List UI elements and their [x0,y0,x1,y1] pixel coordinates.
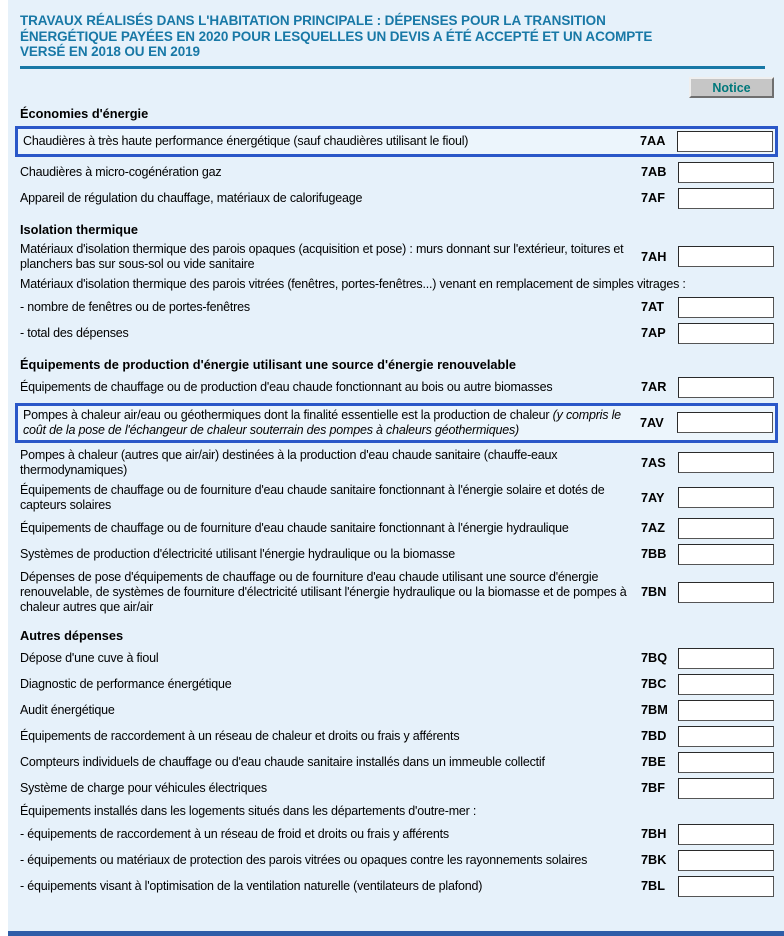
row-label-text: Équipements de raccordement à un réseau de chaleur et droits ou frais y afférents [20,728,460,743]
row-field [678,582,774,603]
row-field [678,297,774,318]
row-label [20,326,641,341]
row-field [678,323,774,344]
input-7BC[interactable] [678,674,774,695]
row-field [677,131,773,152]
row-label [20,483,641,513]
row-label [20,277,774,292]
row-label [20,729,641,744]
section-heading: Autres dépenses [20,627,124,643]
input-7BH[interactable] [678,824,774,845]
section-rows [20,648,774,897]
row-field [678,726,774,747]
row-label-text: Compteurs individuels de chauffage ou d'eau chaude sanitaire installés dans un immeuble collectif [20,754,545,769]
row-code: 7BK [641,853,667,867]
row-7AR [20,377,774,398]
row-label-text: - total des dépenses [20,325,129,340]
row-7AP [20,323,774,344]
row-label-text: Audit énergétique [20,702,115,717]
row-label [23,408,640,438]
notice-row [20,77,774,99]
section-heading: Équipements de production d'énergie utilisant une source d'énergie renouvelable [20,356,517,372]
row-code: 7AS [641,455,666,470]
row-label-text: Pompes à chaleur (autres que air/air) destinées à la production d'eau chaude sanitaire (chauffe-eaux thermodynamiques) [20,447,558,477]
input-7AS[interactable] [678,452,774,473]
form-sections [20,106,774,897]
notice-button[interactable]: Notice [689,77,774,98]
row-7AF [20,188,774,209]
row-label [20,703,641,718]
row-field [678,487,774,508]
row-label-text: Équipements de chauffage ou de fourniture d'eau chaude sanitaire fonctionnant à l'énergie hydraulique [20,520,569,535]
row-code: 7AZ [641,521,665,535]
row-label-text: Système de charge pour véhicules électriques [20,780,267,795]
row-label-text: Pompes à chaleur air/eau ou géothermiques dont la finalité essentielle est la production de chaleur [23,407,553,422]
section-heading: Économies d'énergie [20,105,149,121]
row-label [20,677,641,692]
row-label [20,191,641,206]
row-field [678,544,774,565]
row-7AV [15,403,778,443]
row-label-text: Diagnostic de performance énergétique [20,676,232,691]
row-field [678,518,774,539]
input-7AT[interactable] [678,297,774,318]
row-field [678,162,774,183]
row-code: 7BQ [641,651,668,665]
row-field [678,778,774,799]
row-code: 7AP [641,326,666,340]
input-7BL[interactable] [678,876,774,897]
row-label-text: - équipements de raccordement à un réseau de froid et droits ou frais y afférents [20,826,449,841]
row-label [20,755,641,770]
row-7AY [20,483,774,513]
row-label [20,827,641,842]
input-7AP[interactable] [678,323,774,344]
input-7BQ[interactable] [678,648,774,669]
row-field [678,188,774,209]
row-7BC [20,674,774,695]
input-7BD[interactable] [678,726,774,747]
row-label [20,165,641,180]
row-field [678,377,774,398]
input-7AF[interactable] [678,188,774,209]
row-7AH [20,242,774,272]
row-label-text: Chaudières à micro-cogénération gaz [20,164,222,179]
form-section [20,106,774,209]
row-code: 7AT [641,300,665,314]
row-7BE [20,752,774,773]
row-7BD [20,726,774,747]
section-rows [20,377,774,615]
bottom-bar-divider [8,931,784,936]
row-label [20,570,641,615]
row-7AZ [20,518,774,539]
row-7BK [20,850,774,871]
row-label-text: - équipements visant à l'optimisation de la ventilation naturelle (ventilateurs de plafond) [20,878,483,893]
row-code: 7AV [640,415,664,430]
row-note [20,804,774,819]
row-7BB [20,544,774,565]
row-code: 7BD [641,729,667,743]
row-code: 7BF [641,781,665,795]
form-section [20,357,774,615]
row-code: 7AB [641,165,667,179]
row-label-italic-text: (y compris le coût de la pose de l'échangeur de chaleur souterrain des pompes à chaleurs géothermiques) [23,407,621,437]
row-7AB [20,162,774,183]
input-7BB[interactable] [678,544,774,565]
page-title: TRAVAUX RÉALISÉS DANS L'HABITATION PRINCIPALE : DÉPENSES POUR LA TRANSITION ÉNERGÉTIQUE PAYÉES EN 2020 POUR LESQUELLES UN DEVIS A ÉTÉ ACCEPTÉ ET UN ACOMPTE VERSÉ EN 2018 OU EN 2019 [20,13,653,59]
row-7AS [20,448,774,478]
section-rows [20,242,774,344]
row-code: 7AA [640,134,666,148]
row-7AA [15,126,778,157]
row-7AT [20,297,774,318]
row-label [20,300,641,315]
row-label-text: Chaudières à très haute performance énergétique (sauf chaudières utilisant le fioul) [23,133,469,148]
row-label [20,853,641,868]
row-code: 7BN [641,585,667,599]
form-section [20,222,774,344]
section-rows [20,126,774,209]
row-label [20,804,774,819]
row-code: 7BL [641,879,665,893]
row-code: 7AH [641,249,667,264]
input-7BE[interactable] [678,752,774,773]
row-field [678,700,774,721]
row-code: 7BB [641,547,667,561]
row-field [678,648,774,669]
row-code: 7AR [641,380,667,394]
row-field [678,752,774,773]
row-7BN [20,570,774,615]
row-field [677,412,773,433]
row-label [20,242,641,272]
row-label-text: Dépenses de pose d'équipements de chauffage ou de fourniture d'eau chaude utilisant une source d'énergie renouvelable, de systèmes de fourniture d'électricité utilisant l'énergie hydraulique ou la biomasse et de pompes à chaleur autres que air/air [20,569,627,614]
input-7AV[interactable] [677,412,773,433]
input-7AB[interactable] [678,162,774,183]
row-label-text: - nombre de fenêtres ou de portes-fenêtres [20,299,250,314]
row-label-text: Appareil de régulation du chauffage, matériaux de calorifugeage [20,190,363,205]
input-7AR[interactable] [678,377,774,398]
input-7BK[interactable] [678,850,774,871]
input-7AY[interactable] [678,487,774,508]
row-field [678,452,774,473]
row-field [678,674,774,695]
row-label-text: Matériaux d'isolation thermique des parois opaques (acquisition et pose) : murs donnant sur l'extérieur, toitures et planchers bas sur sous-sol ou vide sanitaire [20,241,624,271]
row-7BM [20,700,774,721]
row-label-text: Matériaux d'isolation thermique des parois vitrées (fenêtres, portes-fenêtres...) venant en remplacement de simples vitrages : [20,276,686,291]
input-7AH[interactable] [678,246,774,267]
input-7AZ[interactable] [678,518,774,539]
form-section [20,628,774,897]
row-label [20,879,641,894]
row-label-text: Dépose d'une cuve à fioul [20,650,159,665]
row-field [678,850,774,871]
row-label-text: Équipements installés dans les logements situés dans les départements d'outre-mer : [20,803,477,818]
row-field [678,824,774,845]
row-code: 7BM [641,703,668,717]
form-page [8,0,784,936]
row-field [678,246,774,267]
row-note [20,277,774,292]
form-title-block [20,13,765,69]
row-field [678,876,774,897]
row-label [20,521,641,536]
row-7BQ [20,648,774,669]
row-code: 7AF [641,191,665,205]
row-label [20,651,641,666]
row-code: 7BH [641,827,667,841]
row-code: 7BE [641,755,666,769]
input-7BF[interactable] [678,778,774,799]
row-label [20,781,641,796]
row-code: 7AY [641,490,665,505]
row-label-text: - équipements ou matériaux de protection des parois vitrées ou opaques contre les rayonnements solaires [20,852,588,867]
row-label [20,448,641,478]
input-7AA[interactable] [677,131,773,152]
input-7BM[interactable] [678,700,774,721]
input-7BN[interactable] [678,582,774,603]
row-label-text: Équipements de chauffage ou de fourniture d'eau chaude sanitaire fonctionnant à l'énergie solaire et dotés de capteurs solaires [20,482,605,512]
row-label [23,134,640,149]
section-heading: Isolation thermique [20,221,139,237]
row-label-text: Équipements de chauffage ou de production d'eau chaude fonctionnant au bois ou autre biomasses [20,379,553,394]
row-label-text: Systèmes de production d'électricité utilisant l'énergie hydraulique ou la biomasse [20,546,455,561]
row-7BH [20,824,774,845]
row-label [20,380,641,395]
row-code: 7BC [641,677,667,691]
row-7BF [20,778,774,799]
row-7BL [20,876,774,897]
row-label [20,547,641,562]
